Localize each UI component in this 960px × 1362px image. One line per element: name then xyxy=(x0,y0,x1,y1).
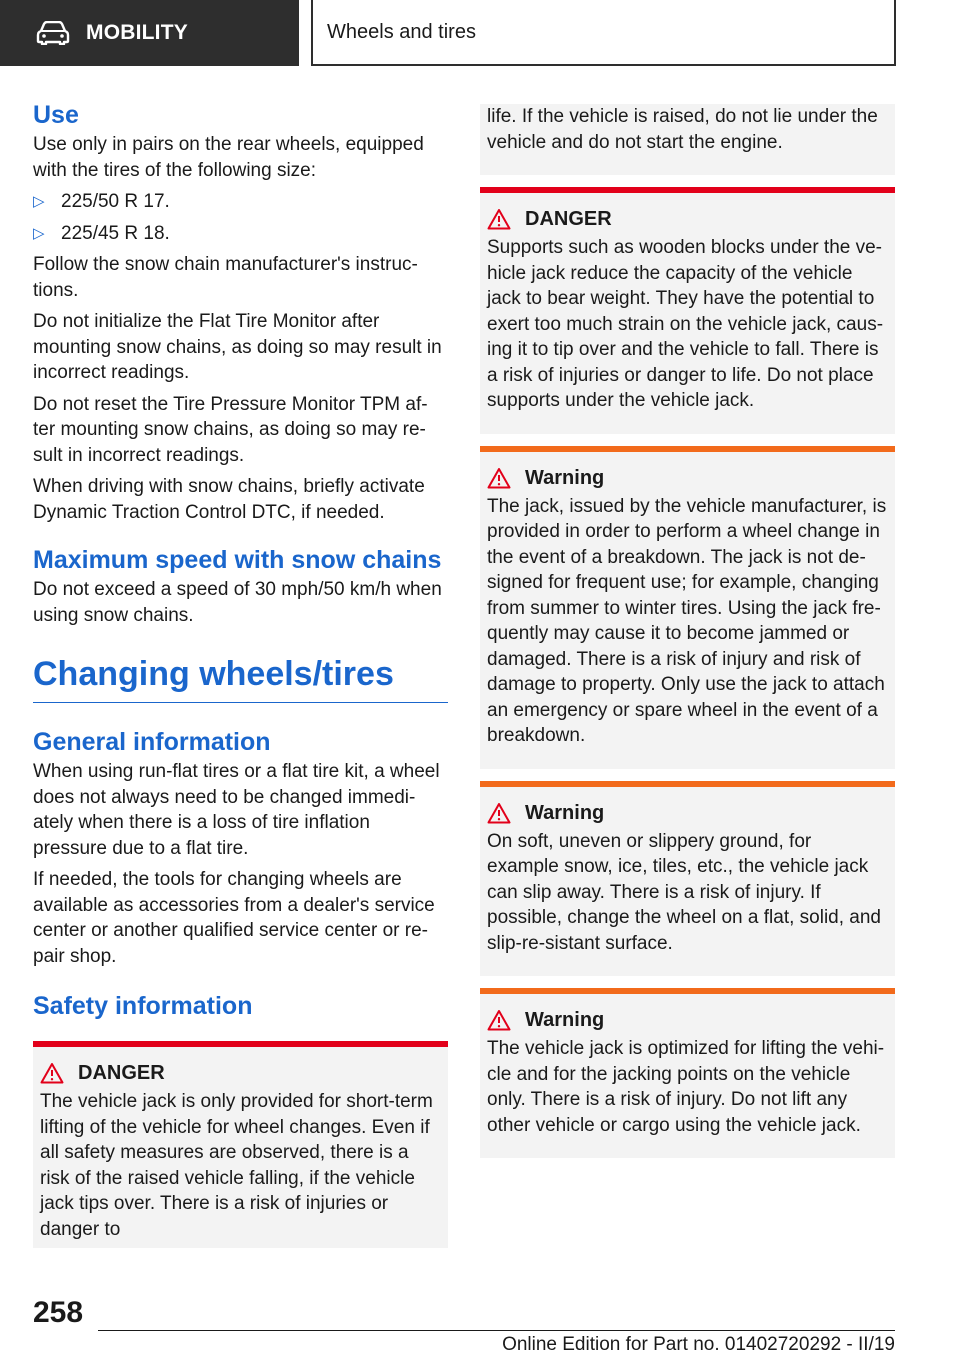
notice-text: The vehicle jack is optimized for lifting the vehi-cle and for the jacking points on the vehicle only. There is a risk of injury. Do not lift any other vehicle or cargo using the vehicle jack. xyxy=(487,1038,885,1136)
notice-title xyxy=(487,207,887,231)
warning-notice xyxy=(480,988,895,1158)
warning-notice xyxy=(480,446,895,769)
maxspeed-heading: Maximum speed with snow chains xyxy=(33,546,442,574)
warning-notice xyxy=(480,781,895,977)
danger-notice xyxy=(33,1041,448,1248)
safety-heading: Safety information xyxy=(33,992,253,1020)
chapter-tab xyxy=(0,0,299,66)
section-label: Wheels and tires xyxy=(327,20,476,43)
paragraph: If needed, the tools for changing wheels are available as accessories from a dealer's service center or another qualified service center or re-pair shop. xyxy=(33,869,435,967)
danger-bar xyxy=(33,1041,448,1047)
danger-notice xyxy=(480,187,895,434)
paragraph: Do not reset the Tire Pressure Monitor TPM af-ter mounting snow chains, as doing so may re-sult in incorrect readings. xyxy=(33,393,428,466)
list-item xyxy=(33,189,448,215)
warning-bar xyxy=(480,781,895,787)
notice-title xyxy=(487,801,887,825)
notice-text: Supports such as wooden blocks under the ve-hicle jack reduce the capacity of the vehicle jack to bear weight. They have the potential to exert too much strain on the vehicle jack, caus-ing it to tip over and the vehicle to fall. There is a risk of injuries or danger to life. Do not place supports under the vehicle jack. xyxy=(487,237,884,411)
maxspeed-text: Do not exceed a speed of 30 mph/50 km/h when using snow chains. xyxy=(33,579,442,626)
warning-triangle-icon xyxy=(487,467,511,489)
warning-bar xyxy=(480,446,895,452)
warning-triangle-icon xyxy=(487,802,511,824)
triangle-bullet-icon: ▷ xyxy=(33,193,45,210)
notice-title xyxy=(487,1008,887,1032)
use-intro: Use only in pairs on the rear wheels, equipped with the tires of the following size: xyxy=(33,134,424,181)
notice-text: The vehicle jack is only provided for short-term lifting of the vehicle for wheel changes. Even if all safety measures are observed, there is a risk of the raised vehicle falling, if the vehicle jack tips over. There is a risk of injuries or danger to xyxy=(40,1091,433,1240)
car-icon xyxy=(36,21,70,45)
chapter-label: MOBILITY xyxy=(86,21,188,44)
right-column xyxy=(480,104,895,1158)
danger-bar xyxy=(480,187,895,193)
paragraph: Follow the snow chain manufacturer's instruc-tions. xyxy=(33,254,418,301)
left-column xyxy=(33,100,448,1248)
list-item-text: 225/45 R 18. xyxy=(61,222,170,244)
notice-title-text: DANGER xyxy=(78,1062,165,1084)
changing-heading: Changing wheels/tires xyxy=(33,654,448,703)
warning-bar xyxy=(480,988,895,994)
list-item-text: 225/50 R 17. xyxy=(61,191,170,212)
notice-title xyxy=(487,466,887,490)
notice-title-text: Warning xyxy=(525,801,605,824)
list-item xyxy=(33,221,448,247)
notice-title-text: DANGER xyxy=(525,208,612,230)
general-heading: General information xyxy=(33,728,271,756)
notice-text: The jack, issued by the vehicle manufacturer, is provided in order to perform a wheel change in the event of a breakdown. The jack is not de-signed for frequent use; for example, changing from summer to winter tires. Using the jack fre-quently may cause it to become jammed or damaged. There is a risk of injury and risk of damage to property. Only use the jack to attach an emergency or spare wheel in the event of a breakdown. xyxy=(487,495,887,746)
danger-notice-continued xyxy=(480,104,895,175)
triangle-bullet-icon: ▷ xyxy=(33,224,45,242)
warning-triangle-icon xyxy=(487,1009,511,1031)
paragraph: Do not initialize the Flat Tire Monitor after mounting snow chains, as doing so may result in incorrect readings. xyxy=(33,311,442,383)
tire-size-list xyxy=(33,189,448,246)
use-heading: Use xyxy=(33,101,79,129)
paragraph: When driving with snow chains, briefly activate Dynamic Traction Control DTC, if needed. xyxy=(33,476,425,523)
notice-title-text: Warning xyxy=(525,466,605,489)
warning-triangle-icon xyxy=(40,1062,64,1084)
section-tab xyxy=(311,0,896,66)
page-number: 258 xyxy=(33,1296,84,1329)
notice-text: On soft, uneven or slippery ground, for example snow, ice, tiles, etc., the vehicle jack can slip away. There is a risk of injury. If possible, change the wheel on a flat, solid, and slip-re-sistant surface. xyxy=(487,830,881,954)
warning-triangle-icon xyxy=(487,208,511,230)
page-header xyxy=(0,0,960,66)
notice-text: life. If the vehicle is raised, do not lie under the vehicle and do not start the engine. xyxy=(487,106,878,153)
notice-title-text: Warning xyxy=(525,1009,605,1031)
notice-title xyxy=(40,1061,440,1085)
edition-text: Online Edition for Part no. 01402720292 - II/19 xyxy=(502,1334,895,1355)
paragraph: When using run-flat tires or a flat tire kit, a wheel does not always need to be changed immedi-ately when there is a loss of tire inflation pressure due to a flat tire. xyxy=(33,761,440,859)
footer-divider xyxy=(98,1330,895,1331)
